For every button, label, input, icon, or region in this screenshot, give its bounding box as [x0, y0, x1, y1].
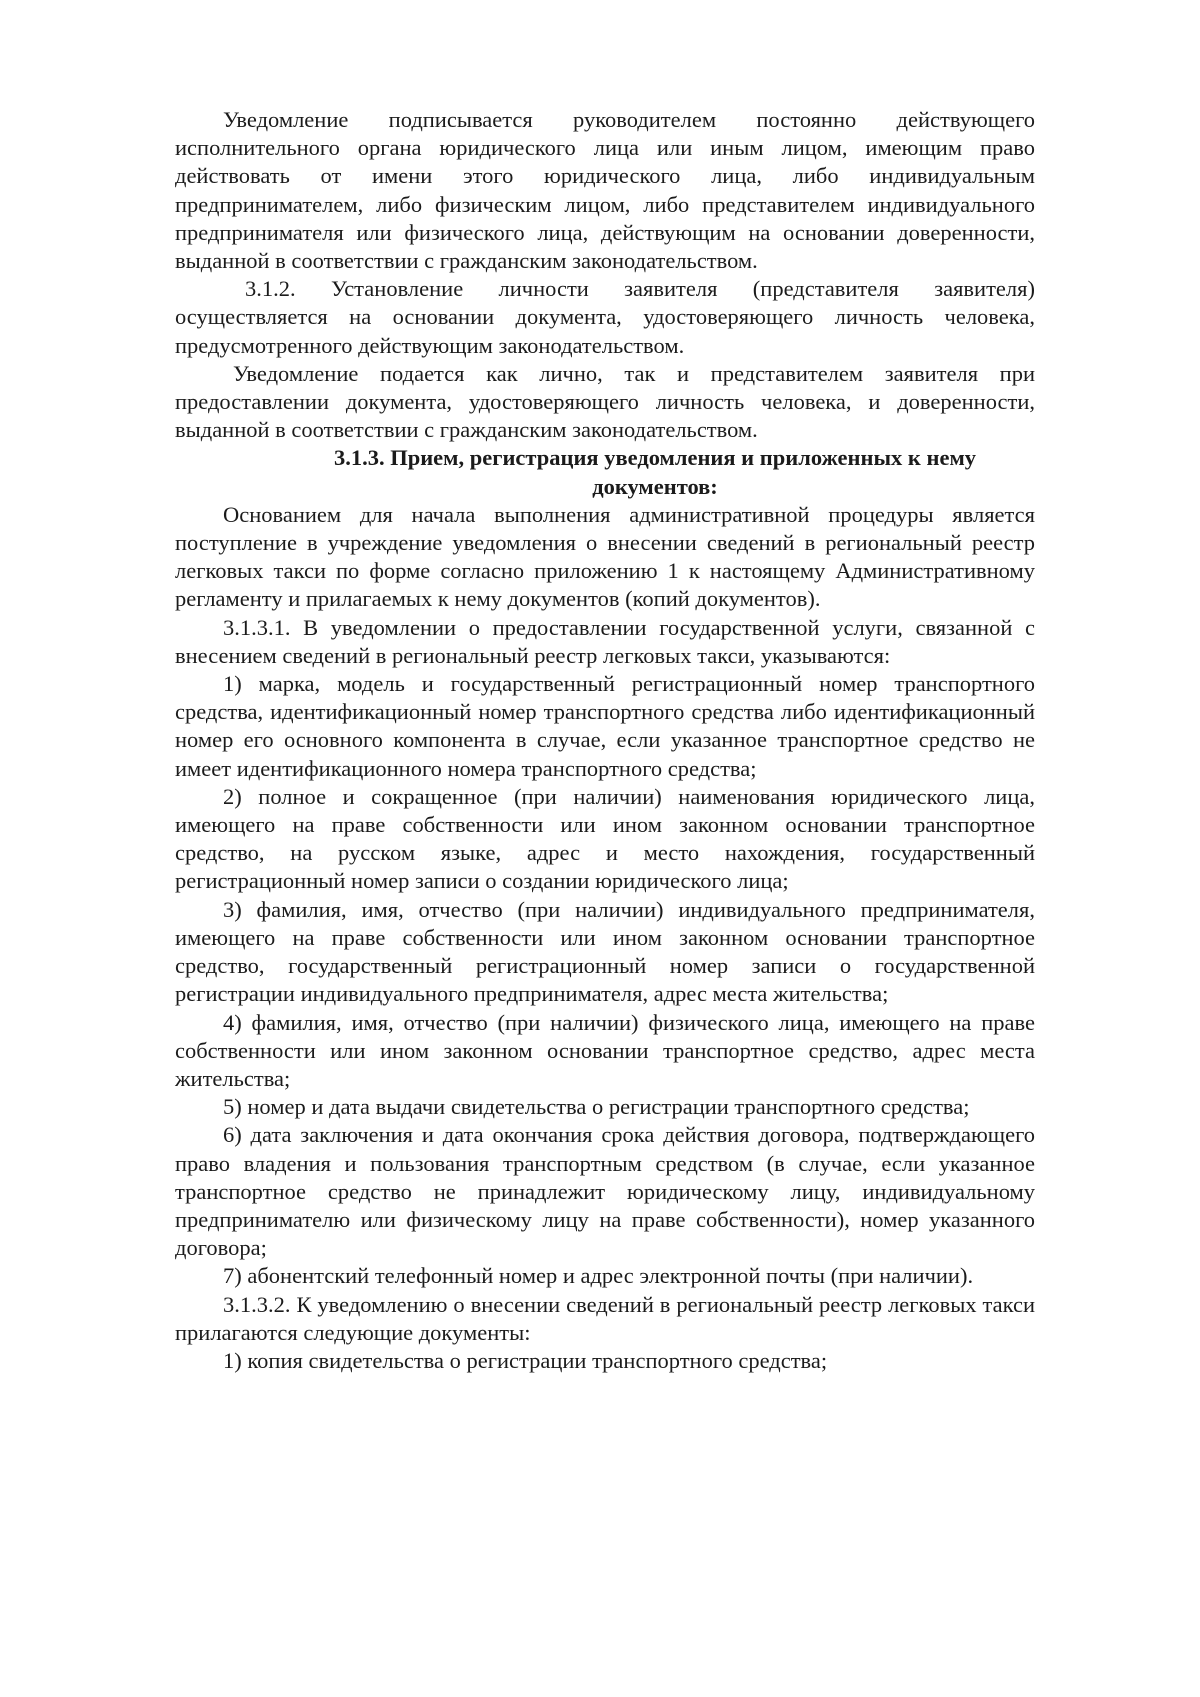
- paragraph-submission: Уведомление подается как лично, так и представителем заявителя при предоставлении документа, удостоверяющего личность человека, и доверенности, выданной в соответствии с гражданским законодательством.: [175, 360, 1035, 443]
- paragraph-3-1-3-1: 3.1.3.1. В уведомлении о предоставлении государственной услуги, связанной с внесением сведений в региональный реестр легковых такси, указываются:: [175, 614, 1035, 668]
- paragraph-3-1-2: 3.1.2. Установление личности заявителя (представителя заявителя) осуществляется на основании документа, удостоверяющего личность человека, предусмотренного действующим законодательством.: [175, 276, 1035, 358]
- list-item-7: 7) абонентский телефонный номер и адрес электронной почты (при наличии).: [223, 1263, 974, 1289]
- list-item-4: 4) фамилия, имя, отчество (при наличии) физического лица, имеющего на праве собственности или ином законном основании транспортное средство, адрес места жительства;: [175, 1009, 1035, 1091]
- list-item-6: 6) дата заключения и дата окончания срока действия договора, подтверждающего право владения и пользования транспортным средством (в случае, если указанное транспортное средство не принадлежит юридическому лицу, индивидуальному предпринимателю или физическому лицу на праве собственности), номер указанного договора;: [175, 1122, 1035, 1261]
- list-item-2: 2) полное и сокращенное (при наличии) наименования юридического лица, имеющего на праве собственности или ином законном основании транспортное средство, на русском языке, адрес и место нахождения, государственный регистрационный номер записи о создании юридического лица;: [175, 783, 1035, 894]
- document-list-item-1: 1) копия свидетельства о регистрации транспортного средства;: [223, 1347, 828, 1373]
- paragraph-3-1-3-2: 3.1.3.2. К уведомлению о внесении сведений в региональный реестр легковых такси прилагаются следующие документы:: [175, 1291, 1035, 1345]
- document-page: [175, 106, 1035, 1375]
- list-item-3: 3) фамилия, имя, отчество (при наличии) индивидуального предпринимателя, имеющего на праве собственности или ином законном основании транспортное средство, государственный регистрационный номер записи о государственной регистрации индивидуального предпринимателя, адрес места жительства;: [175, 896, 1035, 1007]
- list-item-5: 5) номер и дата выдачи свидетельства о регистрации транспортного средства;: [223, 1094, 970, 1120]
- section-heading-3-1-3: 3.1.3. Прием, регистрация уведомления и приложенных к нему документов:: [333, 445, 977, 499]
- list-item-1: 1) марка, модель и государственный регистрационный номер транспортного средства, идентификационный номер транспортного средства либо идентификационный номер его основного компонента в случае, если указанное транспортное средство не имеет идентификационного номера транспортного средства;: [175, 671, 1035, 781]
- paragraph-signature: Уведомление подписывается руководителем постоянно действующего исполнительного органа юридического лица или иным лицом, имеющим право действовать от имени этого юридического лица, либо индивидуальным предпринимателем, либо физическим лицом, либо представителем индивидуального предпринимателя или физического лица, действующим на основании доверенности, выданной в соответствии с гражданским законодательством.: [175, 107, 1035, 274]
- paragraph-basis: Основанием для начала выполнения административной процедуры является поступление в учреждение уведомления о внесении сведений в региональный реестр легковых такси по форме согласно приложению 1 к настоящему Административному регламенту и прилагаемых к нему документов (копий документов).: [175, 501, 1035, 612]
